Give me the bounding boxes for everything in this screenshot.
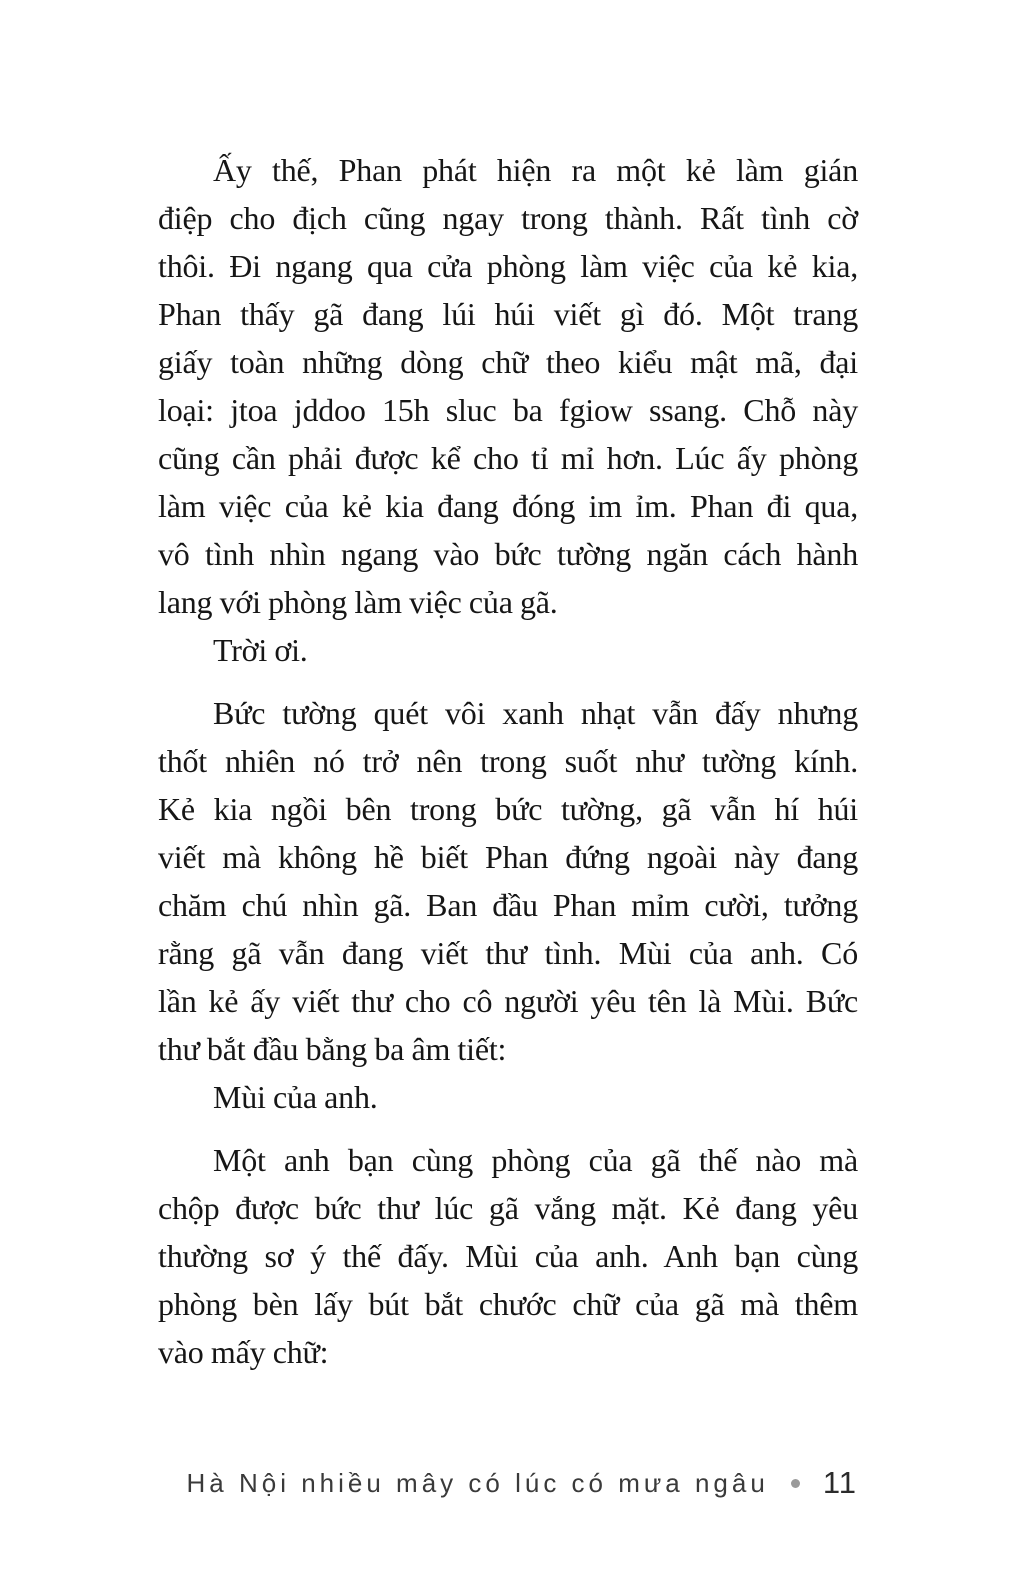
text-line: Trời ơi. <box>213 632 308 668</box>
paragraph <box>158 146 858 626</box>
text-line: chộp được bức thư lúc gã vắng mặt. Kẻ đang yêu <box>158 1190 858 1226</box>
text-line: phòng bèn lấy bút bắt chước chữ của gã mà thêm <box>158 1286 858 1322</box>
text-line: Ấy thế, Phan phát hiện ra một kẻ làm gián <box>213 152 858 188</box>
text-line: cũng cần phải được kể cho tỉ mỉ hơn. Lúc ấy phòng <box>158 440 858 476</box>
text-line: thốt nhiên nó trở nên trong suốt như tường kính. <box>158 743 858 779</box>
page-number: 11 <box>822 1465 857 1500</box>
text-line: chăm chú nhìn gã. Ban đầu Phan mỉm cười, tưởng <box>158 887 858 923</box>
text-line: Kẻ kia ngồi bên trong bức tường, gã vẫn hí húi <box>158 791 858 827</box>
page-body <box>158 146 858 1376</box>
text-line: giấy toàn những dòng chữ theo kiểu mật mã, đại <box>158 344 858 380</box>
text-line: Mùi của anh. <box>213 1079 378 1115</box>
text-line: viết mà không hề biết Phan đứng ngoài này đang <box>158 839 858 875</box>
text-line: Bức tường quét vôi xanh nhạt vẫn đấy nhưng <box>213 695 858 731</box>
dot-separator-icon <box>791 1479 800 1488</box>
text-line: Một anh bạn cùng phòng của gã thế nào mà <box>213 1142 858 1178</box>
text-line: vô tình nhìn ngang vào bức tường ngăn cách hành <box>158 536 858 572</box>
running-title: Hà Nội nhiều mây có lúc có mưa ngâu <box>186 1467 769 1498</box>
text-line: thường sơ ý thế đấy. Mùi của anh. Anh bạn cùng <box>158 1238 858 1274</box>
paragraph <box>158 1136 858 1376</box>
page-footer <box>187 1462 857 1504</box>
dialogue-paragraph <box>158 626 858 674</box>
dialogue-paragraph <box>158 1073 858 1121</box>
text-line: thư bắt đầu bằng ba âm tiết: <box>158 1031 507 1067</box>
text-line: lần kẻ ấy viết thư cho cô người yêu tên là Mùi. Bức <box>158 983 858 1019</box>
text-line: điệp cho địch cũng ngay trong thành. Rất tình cờ <box>158 200 858 236</box>
text-line: thôi. Đi ngang qua cửa phòng làm việc của kẻ kia, <box>158 248 858 284</box>
text-line: làm việc của kẻ kia đang đóng im ỉm. Phan đi qua, <box>158 488 858 524</box>
text-line: rằng gã vẫn đang viết thư tình. Mùi của anh. Có <box>158 935 858 971</box>
text-line: Phan thấy gã đang lúi húi viết gì đó. Một trang <box>158 296 858 332</box>
text-line: loại: jtoa jddoo 15h sluc ba fgiow ssang. Chỗ này <box>158 392 858 428</box>
paragraph <box>158 689 858 1073</box>
text-line: vào mấy chữ: <box>158 1334 329 1370</box>
text-line: lang với phòng làm việc của gã. <box>158 584 558 620</box>
